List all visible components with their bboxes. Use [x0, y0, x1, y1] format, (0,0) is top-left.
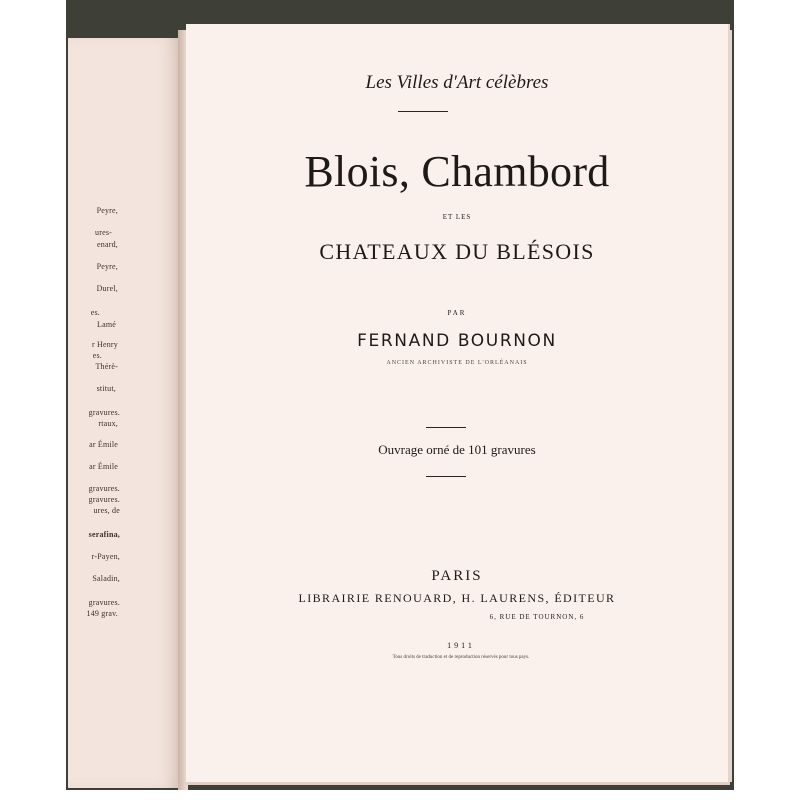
title-conjunction: ET LES: [442, 213, 472, 221]
left-page-fragment: r-Payen,: [91, 552, 120, 561]
publication-city: PARIS: [431, 568, 483, 584]
divider-rule: [426, 427, 466, 428]
rights-notice: Tous droits de traduction et de reproduction réservés pour tous pays.: [392, 655, 530, 660]
left-page-fragment: ar Émile: [89, 440, 118, 449]
publisher-name: LIBRAIRIE RENOUARD, H. LAURENS, ÉDITEUR: [298, 591, 616, 605]
book-subtitle: CHATEAUX DU BLÉSOIS: [319, 239, 595, 264]
left-page-fragment: gravures.: [88, 484, 120, 493]
left-page-fragment: Thérè-: [95, 362, 118, 371]
left-page-fragment: es.: [90, 308, 100, 317]
publication-year: 1911: [447, 641, 475, 650]
left-page-fragment: Peyre,: [96, 262, 118, 271]
left-page-fragment: ar Émile: [89, 462, 118, 471]
illustrations-note: Ouvrage orné de 101 gravures: [378, 442, 536, 457]
publisher-address: 6, RUE DE TOURNON, 6: [489, 613, 585, 621]
left-page-fragment: Durel,: [96, 284, 118, 293]
left-page-fragment: Saladin,: [92, 574, 120, 583]
left-page-fragment: gravures.: [88, 408, 120, 417]
divider-rule: [398, 111, 448, 112]
series-name: Les Villes d'Art célèbres: [365, 72, 549, 93]
divider-rule: [426, 476, 466, 477]
left-page-fragment: Peyre,: [96, 206, 118, 215]
left-page: [68, 38, 180, 788]
by-label: PAR: [447, 309, 467, 317]
author-title: ANCIEN ARCHIVISTE DE L'ORLÉANAIS: [386, 360, 528, 366]
left-page-fragment: rtaux,: [98, 419, 118, 428]
title-page: [186, 24, 730, 785]
left-page-fragment: stitut,: [96, 384, 116, 393]
left-page-fragment: enard,: [97, 240, 118, 249]
left-page-fragment: gravures.: [88, 598, 120, 607]
left-page-fragment: 149 grav.: [86, 609, 118, 618]
left-page-fragment: r Henry: [91, 340, 118, 349]
book-title: Blois, Chambord: [304, 147, 610, 196]
left-page-fragment: Lamé: [96, 320, 116, 329]
left-page-fragment: gravures.: [88, 495, 120, 504]
left-page-fragment: es.: [92, 351, 102, 360]
left-page-fragment: ures, de: [93, 506, 120, 515]
left-page-fragment: serafina,: [88, 530, 120, 539]
left-page-fragment: ures-: [95, 228, 112, 237]
author-name: FERNAND BOURNON: [357, 331, 557, 351]
